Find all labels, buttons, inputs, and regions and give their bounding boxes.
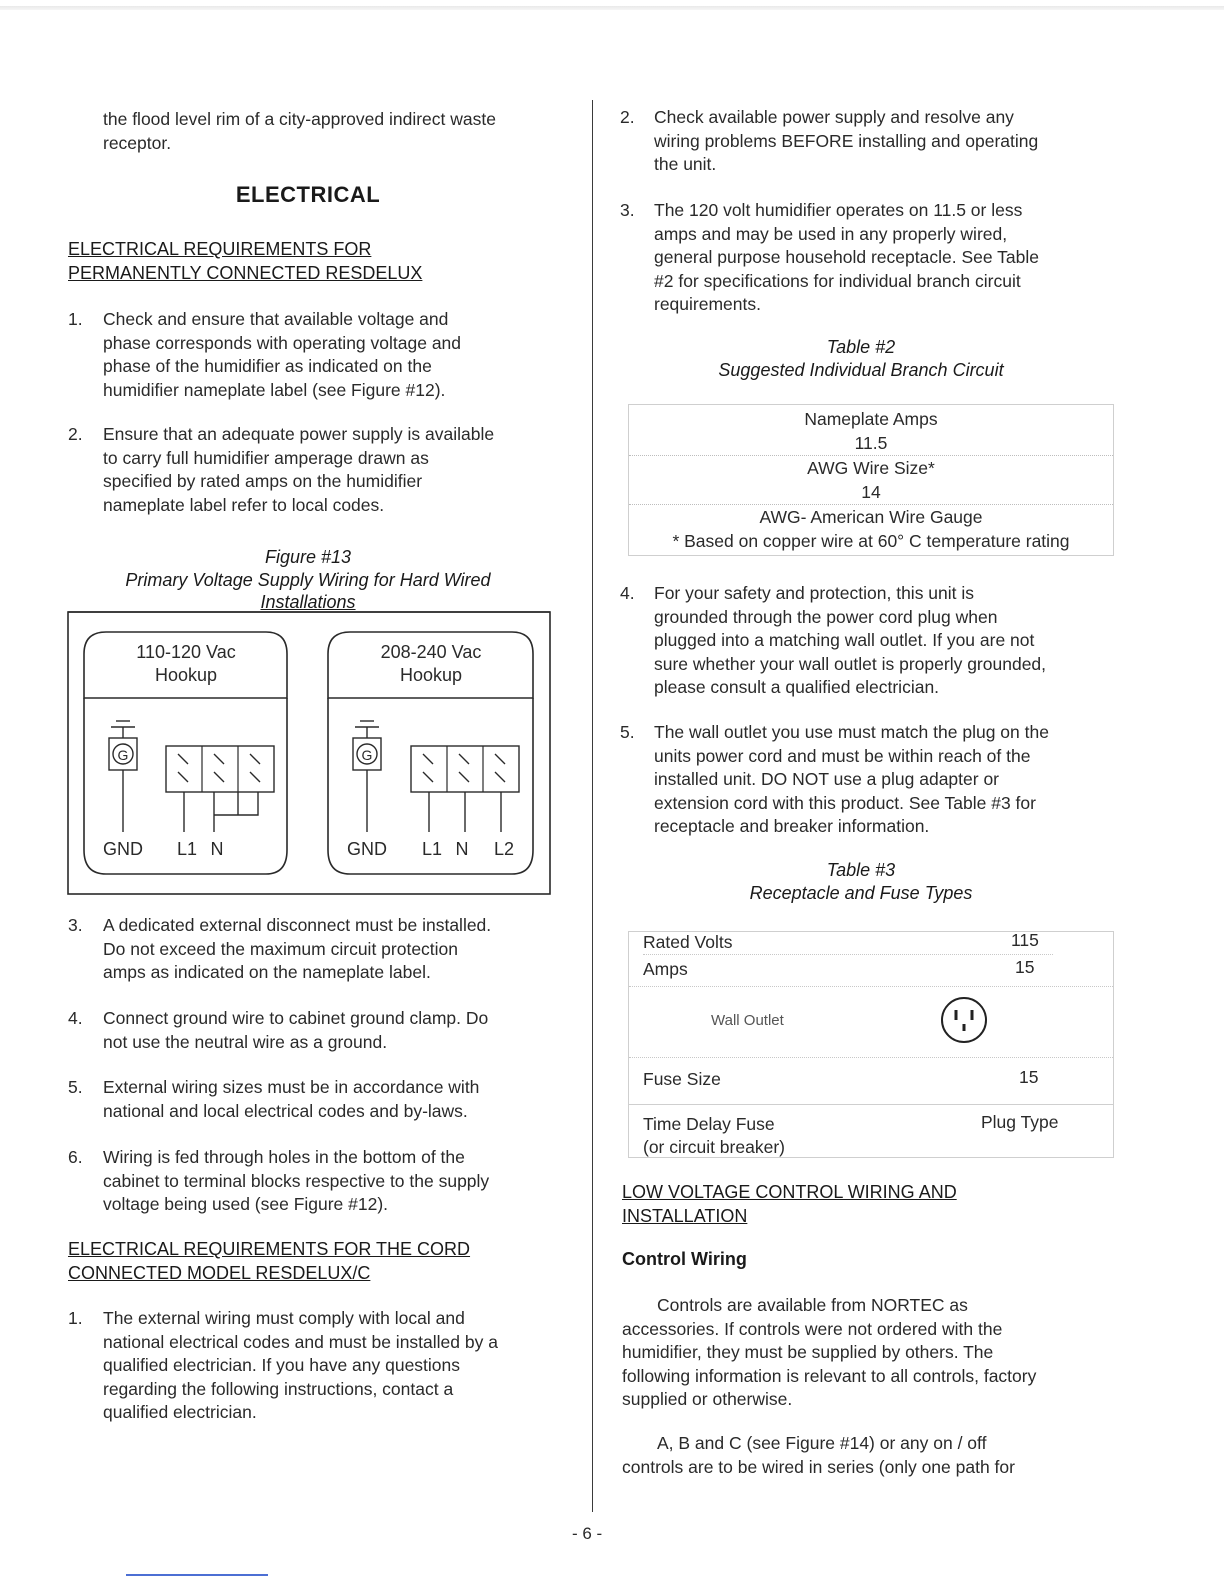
figure-caption: Figure #13 Primary Voltage Supply Wiring for Hard Wired Installations (125, 547, 491, 612)
table2-caption: Table #2 Suggested Individual Branch Circuit (718, 337, 1004, 380)
table3-caption: Table #3 Receptacle and Fuse Types (749, 860, 973, 903)
list-item: 4. For your safety and protection, this unit is grounded through the power cord plug when plugged into a matching wall outlet. If you are not sure whether your wall outlet is properly grounded, please consult a qualified electrician. (620, 583, 1047, 697)
intro-text: the flood level rim of a city-approved indirect waste receptor. (103, 109, 496, 153)
list-item: 4. Connect ground wire to cabinet ground clamp. Do not use the neutral wire as a ground. (68, 1008, 489, 1052)
label-n: N (210, 839, 224, 859)
label-l2: L2 (493, 839, 515, 859)
table3 (628, 931, 1114, 1158)
label-l1: L1 (421, 839, 443, 859)
low-voltage-section-title: LOW VOLTAGE CONTROL WIRING AND INSTALLATION (622, 1182, 957, 1226)
list-item: 3. A dedicated external disconnect must be installed. Do not exceed the maximum circuit protection amps as indicated on the nameplate label. (68, 915, 492, 982)
list-item: 1. The external wiring must comply with local and national electrical codes and must be installed by a qualified electrician. If you have any questions regarding the following instructions, contact a qualified electrician. (68, 1308, 498, 1422)
control-wiring-heading: Control Wiring (622, 1249, 747, 1269)
table-row: Nameplate Amps 11.5 (804, 409, 938, 453)
list-item: 6. Wiring is fed through holes in the bottom of the cabinet to terminal blocks respective to the supply voltage being used (see Figure #12). (68, 1147, 490, 1214)
svg-text:G: G (117, 747, 129, 763)
outlet-icon (937, 993, 991, 1047)
section1-title: ELECTRICAL REQUIREMENTS FOR PERMANENTLY CONNECTED RESDELUX (68, 239, 423, 283)
right-box-title-line1: 208-240 Vac (380, 642, 482, 662)
table-row: Time Delay Fuse (or circuit breaker) Plug Type (629, 1104, 1113, 1157)
scan-bottom-mark (126, 1574, 268, 1576)
label-gnd: GND (103, 839, 143, 859)
left-box-title-line2: Hookup (154, 665, 218, 685)
control-wiring-paragraph: Controls are available from NORTEC as accessories. If controls were not ordered with the humidifier, they must be supplied by others. The following information is relevant to all controls, factory supplied or otherwise. (622, 1295, 1037, 1409)
label-gnd: GND (347, 839, 387, 859)
svg-text:G: G (361, 747, 373, 763)
right-box-title-line2: Hookup (399, 665, 463, 685)
list-item: 1. Check and ensure that available voltage and phase corresponds with operating voltage and phase of the humidifier as indicated on the humidifier nameplate label (see Figure #12). (68, 309, 462, 400)
section2-title: ELECTRICAL REQUIREMENTS FOR THE CORD CONNECTED MODEL RESDELUX/C (68, 1239, 471, 1283)
table-row: AWG- American Wire Gauge * Based on copper wire at 60° C temperature rating (629, 504, 1113, 555)
ground-icon (109, 721, 137, 832)
table-row: Fuse Size 15 (629, 1057, 1113, 1104)
terminal-block-icon (411, 746, 519, 832)
scan-top-edge (0, 6, 1224, 10)
label-l1: L1 (176, 839, 198, 859)
column-divider (592, 100, 593, 1512)
terminal-block-icon (166, 746, 274, 832)
left-box-title-line1: 110-120 Vac (136, 642, 236, 662)
page-number: - 6 - (572, 1524, 603, 1543)
table2 (628, 404, 1114, 556)
list-item: 5. External wiring sizes must be in accordance with national and local electrical codes and by-laws. (68, 1077, 480, 1121)
label-n: N (455, 839, 469, 859)
wiring-diagram (66, 610, 552, 896)
list-item: 2. Check available power supply and resolve any wiring problems BEFORE installing and operating the unit. (620, 107, 1039, 174)
series-wiring-paragraph: A, B and C (see Figure #14) or any on / off controls are to be wired in series (only one path for (622, 1433, 1015, 1477)
list-item: 5. The wall outlet you use must match the plug on the units power cord and must be within reach of the installed unit. DO NOT use a plug adapter or extension cord with this product. See Table #3 for receptacle and breaker information. (620, 722, 1049, 836)
list-item: 2. Ensure that an adequate power supply is available to carry full humidifier amperage drawn as specified by rated amps on the humidifier nameplate label refer to local codes. (68, 424, 495, 515)
list-item: 3. The 120 volt humidifier operates on 11.5 or less amps and may be used in any properly wired, general purpose household receptacle. See Table #2 for specifications for individual branch circuit requirements. (620, 200, 1039, 314)
table-row: Wall Outlet (629, 986, 1113, 1057)
table-row: Rated Volts 115 Amps 15 (629, 931, 1113, 986)
table-row: AWG Wire Size* 14 (629, 455, 1113, 504)
section-heading-electrical: ELECTRICAL (235, 182, 381, 207)
ground-icon (353, 721, 381, 832)
